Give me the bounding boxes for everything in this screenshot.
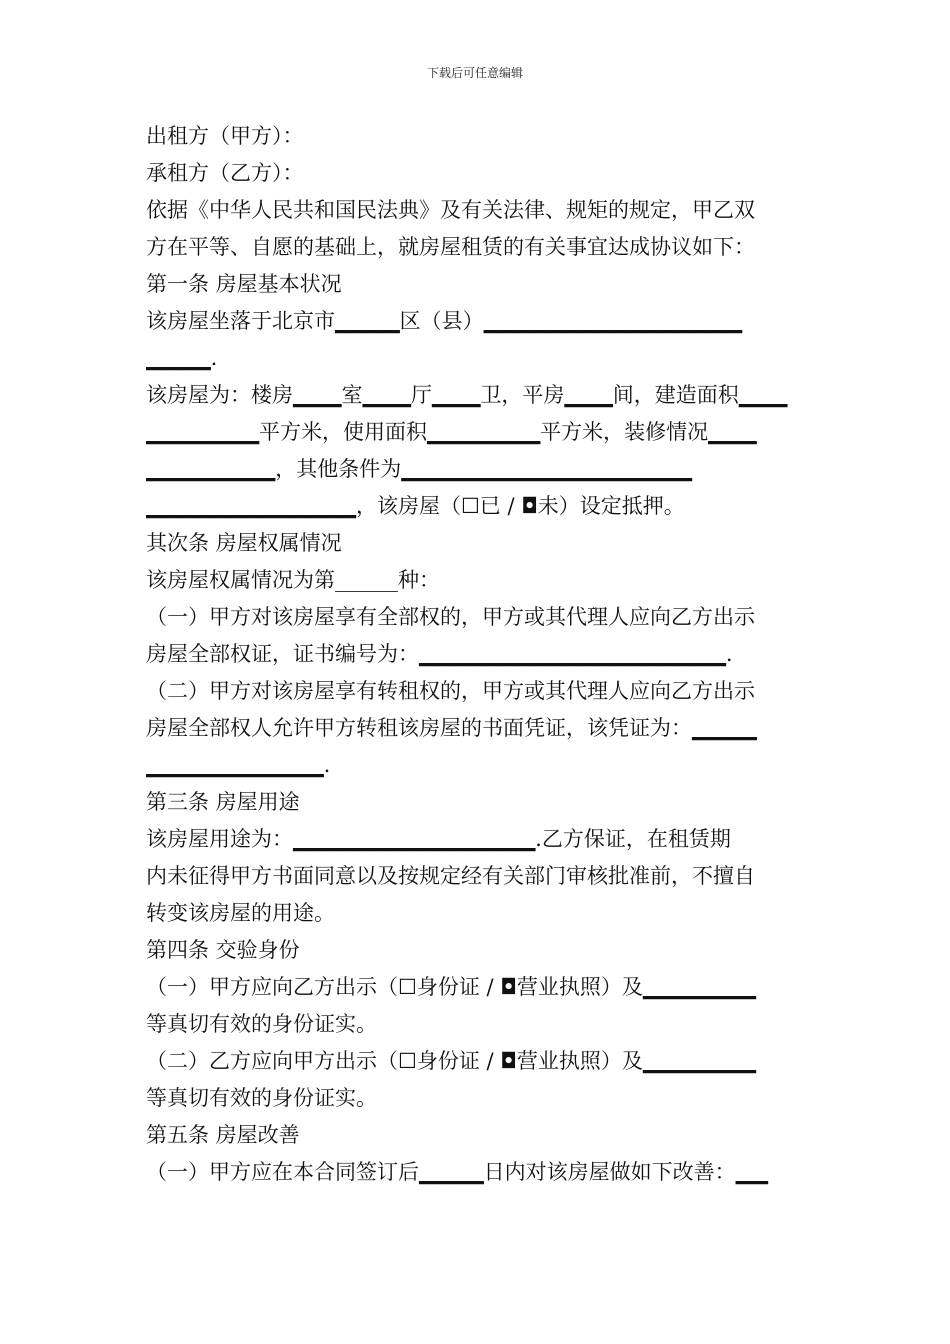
article-2-line: 房屋全部权人允许甲方转租该房屋的书面凭证，该凭证为：▁▁▁▁ (146, 716, 757, 740)
preamble-line: 依据《中华人民共和国民法典》及有关法律、规矩的规定，甲乙双 (146, 198, 755, 222)
article-4-line: 等真切有效的身份证实。 (146, 1086, 377, 1110)
article-3-line: 该房屋用途为：▁▁▁▁▁▁▁▁▁▁▁▁▁▁▁.乙方保证，在租赁期 (146, 827, 731, 851)
article-1-line: ▁▁▁▁▁▁▁▁▁▁▁▁▁，该房屋（☐已 / ◘未）设定抵押。 (146, 494, 685, 518)
article-2-line: 房屋全部权证，证书编号为：▁▁▁▁▁▁▁▁▁▁▁▁▁▁▁▁▁▁▁. (146, 642, 733, 666)
article-3-line: 内未征得甲方书面同意以及按规定经有关部门审核批准前，不擅自 (146, 864, 755, 888)
article-2-line: （一）甲方对该房屋享有全部权的，甲方或其代理人应向乙方出示 (146, 605, 755, 629)
article-2-line: ▁▁▁▁▁▁▁▁▁▁▁. (146, 753, 331, 777)
article-1-line: ▁▁▁▁. (146, 346, 218, 370)
article-1-line: 该房屋为：楼房▁▁▁室▁▁▁厅▁▁▁卫，平房▁▁▁间，建造面积▁▁▁ (146, 383, 788, 407)
article-2-heading: 其次条 房屋权属情况 (146, 531, 342, 555)
page-header: 下载后可任意编辑 (426, 66, 523, 80)
article-4-heading: 第四条 交验身份 (146, 938, 300, 962)
document-body (146, 118, 810, 1191)
article-1-line: ▁▁▁▁▁▁▁▁，其他条件为▁▁▁▁▁▁▁▁▁▁▁▁▁▁▁▁▁▁ (146, 457, 692, 481)
article-2-line: （二）甲方对该房屋享有转租权的，甲方或其代理人应向乙方出示 (146, 679, 755, 703)
article-4-line: （一）甲方应向乙方出示（☐身份证 / ◘营业执照）及▁▁▁▁▁▁▁ (146, 975, 756, 999)
article-4-line: 等真切有效的身份证实。 (146, 1012, 377, 1036)
landlord-line: 出租方（甲方）： (146, 124, 304, 148)
article-5-line: （一）甲方应在本合同签订后▁▁▁▁日内对该房屋做如下改善：▁▁ (146, 1160, 768, 1184)
article-1-heading: 第一条 房屋基本状况 (146, 272, 342, 296)
article-2-line: 该房屋权属情况为第______种： (146, 568, 440, 592)
article-1-line: 该房屋坐落于北京市▁▁▁▁区（县）▁▁▁▁▁▁▁▁▁▁▁▁▁▁▁▁ (146, 309, 742, 333)
article-3-line: 转变该房屋的用途。 (146, 901, 335, 925)
article-1-line: ▁▁▁▁▁▁▁平方米，使用面积▁▁▁▁▁▁▁平方米，装修情况▁▁▁ (146, 420, 757, 444)
article-4-line: （二）乙方应向甲方出示（☐身份证 / ◘营业执照）及▁▁▁▁▁▁▁ (146, 1049, 756, 1073)
preamble-line: 方在平等、自愿的基础上，就房屋租赁的有关事宜达成协议如下： (146, 235, 755, 259)
article-5-heading: 第五条 房屋改善 (146, 1123, 300, 1147)
tenant-line: 承租方（乙方）： (146, 161, 304, 185)
article-3-heading: 第三条 房屋用途 (146, 790, 300, 814)
